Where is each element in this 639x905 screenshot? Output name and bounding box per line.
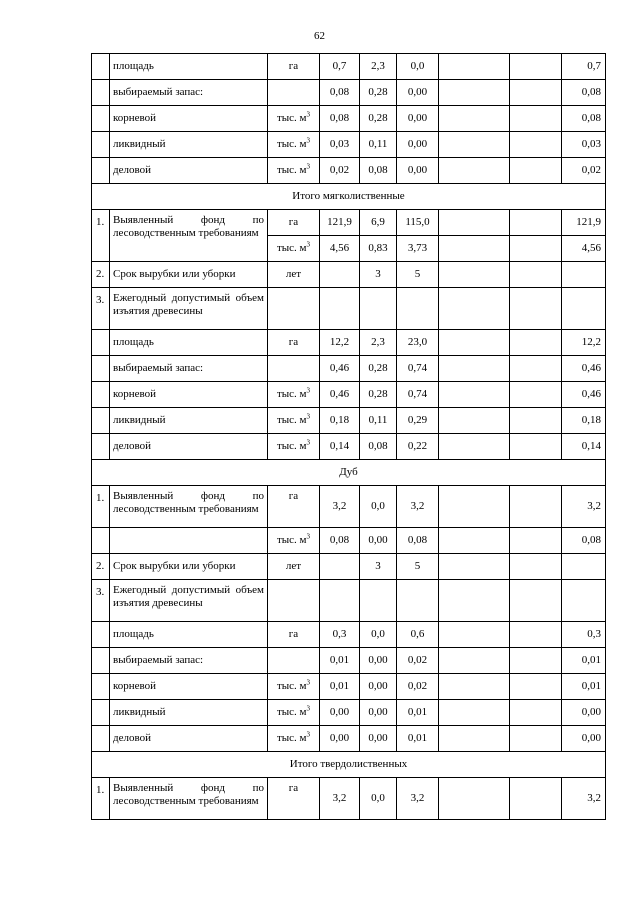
table-row [92,288,606,330]
indicator-name: Выявленный фонд по лесоводственным требованиям [110,210,268,262]
value-cell [439,580,510,622]
value-cell: 0,01 [397,700,439,726]
table-row [92,106,606,132]
value-cell: 0,00 [397,132,439,158]
table-row [92,330,606,356]
unit-volume: тыс. м [276,732,307,744]
total-cell [562,288,606,330]
value-cell [439,486,510,528]
value-cell [439,554,510,580]
value-cell: 0,0 [360,622,397,648]
value-cell: 0,02 [320,158,360,184]
total-cell: 0,46 [562,356,606,382]
value-cell: 0,00 [360,648,397,674]
value-cell [510,434,562,460]
value-cell [439,648,510,674]
value-cell [397,288,439,330]
total-cell: 0,02 [562,158,606,184]
unit-cell: га [268,54,320,80]
unit-exponent: 3 [306,412,311,421]
total-cell: 0,08 [562,106,606,132]
table-row [92,408,606,434]
row-number: 1. [92,778,110,820]
unit-exponent: 3 [306,240,311,249]
section-row [92,752,606,778]
value-cell: 0,7 [320,54,360,80]
value-cell: 0,08 [320,528,360,554]
value-cell [439,356,510,382]
value-cell: 0,11 [360,132,397,158]
total-cell: 121,9 [562,210,606,236]
table-row [92,580,606,622]
row-number [92,528,110,554]
total-cell: 0,3 [562,622,606,648]
value-cell: 0,00 [320,726,360,752]
unit-cell [268,648,320,674]
unit-cell [268,288,320,330]
value-cell: 0,28 [360,106,397,132]
value-cell: 0,46 [320,356,360,382]
section-row [92,460,606,486]
value-cell: 0,46 [320,382,360,408]
forest-fund-table [91,53,606,820]
value-cell: 0,08 [360,434,397,460]
value-cell: 2,3 [360,54,397,80]
value-cell [510,54,562,80]
value-cell: 115,0 [397,210,439,236]
value-cell [439,528,510,554]
row-number [92,408,110,434]
value-cell: 3,2 [397,486,439,528]
table-row [92,554,606,580]
value-cell [510,622,562,648]
value-cell: 0,00 [397,80,439,106]
value-cell: 3,73 [397,236,439,262]
value-cell [510,700,562,726]
unit-volume: тыс. м [276,138,307,150]
unit-volume: тыс. м [276,112,307,124]
row-number [92,700,110,726]
value-cell: 3,2 [320,486,360,528]
value-cell [510,330,562,356]
value-cell [510,158,562,184]
total-cell: 12,2 [562,330,606,356]
value-cell: 0,01 [397,726,439,752]
row-number [92,80,110,106]
page-number: 62 [314,30,325,42]
section-title: Итого мягколиственные [92,184,606,210]
unit-cell [268,382,320,408]
unit-cell: га [268,330,320,356]
total-cell: 0,46 [562,382,606,408]
value-cell: 0,08 [320,106,360,132]
total-cell: 0,08 [562,80,606,106]
row-number [92,158,110,184]
value-cell: 0,83 [360,236,397,262]
row-number [92,382,110,408]
value-cell [439,674,510,700]
table-body [92,54,606,820]
total-cell: 0,14 [562,434,606,460]
unit-cell [268,80,320,106]
unit-volume: тыс. м [276,388,307,400]
row-number [92,54,110,80]
unit-cell: га [268,486,320,528]
table-row [92,726,606,752]
row-number: 1. [92,210,110,262]
indicator-name: деловой [110,434,268,460]
unit-cell [268,726,320,752]
value-cell: 0,11 [360,408,397,434]
value-cell: 3,2 [397,778,439,820]
value-cell: 3 [360,554,397,580]
value-cell: 23,0 [397,330,439,356]
value-cell [510,262,562,288]
value-cell: 0,00 [320,700,360,726]
value-cell [439,726,510,752]
indicator-name: площадь [110,330,268,356]
unit-exponent: 3 [306,386,311,395]
total-cell [562,554,606,580]
total-cell [562,580,606,622]
value-cell: 5 [397,554,439,580]
unit-cell [268,408,320,434]
indicator-name: выбираемый запас: [110,648,268,674]
value-cell: 0,02 [397,674,439,700]
unit-cell: га [268,210,320,236]
value-cell: 0,28 [360,382,397,408]
indicator-name: деловой [110,726,268,752]
unit-cell [268,236,320,262]
value-cell: 4,56 [320,236,360,262]
table-row [92,778,606,820]
row-number: 1. [92,486,110,528]
unit-exponent: 3 [306,162,311,171]
indicator-name: деловой [110,158,268,184]
unit-volume: тыс. м [276,414,307,426]
value-cell [439,778,510,820]
indicator-name: корневой [110,106,268,132]
value-cell: 12,2 [320,330,360,356]
total-cell [562,262,606,288]
row-number: 2. [92,554,110,580]
row-number [92,674,110,700]
unit-cell: лет [268,262,320,288]
total-cell: 4,56 [562,236,606,262]
value-cell [510,106,562,132]
table-row [92,382,606,408]
unit-exponent: 3 [306,136,311,145]
value-cell [439,54,510,80]
value-cell [439,106,510,132]
value-cell: 0,28 [360,80,397,106]
table-row [92,528,606,554]
table-row [92,486,606,528]
value-cell [510,528,562,554]
section-row [92,184,606,210]
unit-exponent: 3 [306,438,311,447]
row-number [92,132,110,158]
value-cell [439,236,510,262]
table-row [92,158,606,184]
value-cell [320,554,360,580]
value-cell [510,648,562,674]
value-cell: 0,74 [397,382,439,408]
value-cell [360,288,397,330]
unit-cell: га [268,622,320,648]
value-cell [439,408,510,434]
value-cell: 0,0 [397,54,439,80]
value-cell [510,554,562,580]
row-number: 3. [92,580,110,622]
unit-cell [268,356,320,382]
value-cell [510,132,562,158]
value-cell: 0,0 [360,486,397,528]
unit-cell [268,700,320,726]
value-cell [510,288,562,330]
unit-volume: тыс. м [276,440,307,452]
unit-volume: тыс. м [276,164,307,176]
table-row [92,54,606,80]
unit-cell [268,132,320,158]
value-cell: 0,18 [320,408,360,434]
total-cell: 0,01 [562,674,606,700]
indicator-name: площадь [110,622,268,648]
table-row [92,356,606,382]
value-cell [510,356,562,382]
row-number: 3. [92,288,110,330]
unit-cell: лет [268,554,320,580]
section-title: Дуб [92,460,606,486]
row-number [92,622,110,648]
table-row [92,674,606,700]
value-cell [439,80,510,106]
unit-cell [268,106,320,132]
unit-cell [268,434,320,460]
value-cell: 0,6 [397,622,439,648]
unit-exponent: 3 [306,704,311,713]
row-number [92,330,110,356]
table-row [92,700,606,726]
unit-cell [268,158,320,184]
indicator-name: площадь [110,54,268,80]
table-row [92,210,606,236]
value-cell: 0,01 [320,648,360,674]
indicator-name: Выявленный фонд по лесоводственным требованиям [110,778,268,820]
value-cell: 0,28 [360,356,397,382]
value-cell: 0,00 [360,700,397,726]
value-cell [439,262,510,288]
value-cell [439,330,510,356]
value-cell [360,580,397,622]
value-cell: 0,22 [397,434,439,460]
unit-cell [268,528,320,554]
unit-volume: тыс. м [276,242,307,254]
unit-volume: тыс. м [276,534,307,546]
total-cell: 0,00 [562,726,606,752]
unit-exponent: 3 [306,730,311,739]
value-cell [439,700,510,726]
total-cell: 3,2 [562,778,606,820]
indicator-name: корневой [110,674,268,700]
section-title: Итого твердолиственных [92,752,606,778]
table-row [92,622,606,648]
indicator-name: Ежегодный допустимый объем изъятия древесины [110,580,268,622]
value-cell: 0,02 [397,648,439,674]
unit-exponent: 3 [306,532,311,541]
indicator-name: Ежегодный допустимый объем изъятия древесины [110,288,268,330]
value-cell [510,486,562,528]
value-cell [320,288,360,330]
indicator-name: корневой [110,382,268,408]
unit-cell: га [268,778,320,820]
value-cell: 3,2 [320,778,360,820]
value-cell: 0,29 [397,408,439,434]
value-cell [510,236,562,262]
row-number [92,648,110,674]
value-cell [320,262,360,288]
row-number [92,356,110,382]
unit-exponent: 3 [306,678,311,687]
indicator-name: Выявленный фонд по лесоводственным требованиям [110,486,268,528]
indicator-name [110,528,268,554]
value-cell [510,778,562,820]
table-row [92,648,606,674]
value-cell: 2,3 [360,330,397,356]
value-cell [439,158,510,184]
value-cell: 0,0 [360,778,397,820]
value-cell: 0,00 [360,674,397,700]
value-cell [510,80,562,106]
value-cell [510,726,562,752]
value-cell: 0,08 [320,80,360,106]
value-cell [320,580,360,622]
table-row [92,80,606,106]
total-cell: 0,08 [562,528,606,554]
row-number: 2. [92,262,110,288]
unit-volume: тыс. м [276,706,307,718]
value-cell: 5 [397,262,439,288]
row-number [92,726,110,752]
value-cell: 0,08 [397,528,439,554]
row-number [92,106,110,132]
unit-cell [268,674,320,700]
value-cell [439,132,510,158]
table-row [92,434,606,460]
value-cell [510,408,562,434]
value-cell: 0,01 [320,674,360,700]
value-cell: 3 [360,262,397,288]
total-cell: 0,00 [562,700,606,726]
unit-exponent: 3 [306,110,311,119]
indicator-name: выбираемый запас: [110,356,268,382]
total-cell: 0,18 [562,408,606,434]
value-cell [510,210,562,236]
row-number [92,434,110,460]
value-cell [510,674,562,700]
indicator-name: ликвидный [110,408,268,434]
value-cell [439,434,510,460]
value-cell: 0,74 [397,356,439,382]
total-cell: 3,2 [562,486,606,528]
table-row [92,132,606,158]
value-cell [510,382,562,408]
value-cell: 0,00 [360,528,397,554]
value-cell [439,288,510,330]
total-cell: 0,01 [562,648,606,674]
unit-volume: тыс. м [276,680,307,692]
indicator-name: Срок вырубки или уборки [110,554,268,580]
indicator-name: выбираемый запас: [110,80,268,106]
value-cell: 0,00 [360,726,397,752]
value-cell: 0,03 [320,132,360,158]
value-cell: 0,14 [320,434,360,460]
total-cell: 0,7 [562,54,606,80]
value-cell: 0,08 [360,158,397,184]
indicator-name: Срок вырубки или уборки [110,262,268,288]
value-cell: 0,00 [397,158,439,184]
value-cell [439,210,510,236]
indicator-name: ликвидный [110,132,268,158]
value-cell: 6,9 [360,210,397,236]
total-cell: 0,03 [562,132,606,158]
value-cell [439,382,510,408]
value-cell: 121,9 [320,210,360,236]
value-cell [510,580,562,622]
value-cell [439,622,510,648]
indicator-name: ликвидный [110,700,268,726]
unit-cell [268,580,320,622]
table-row [92,262,606,288]
value-cell: 0,3 [320,622,360,648]
value-cell: 0,00 [397,106,439,132]
value-cell [397,580,439,622]
